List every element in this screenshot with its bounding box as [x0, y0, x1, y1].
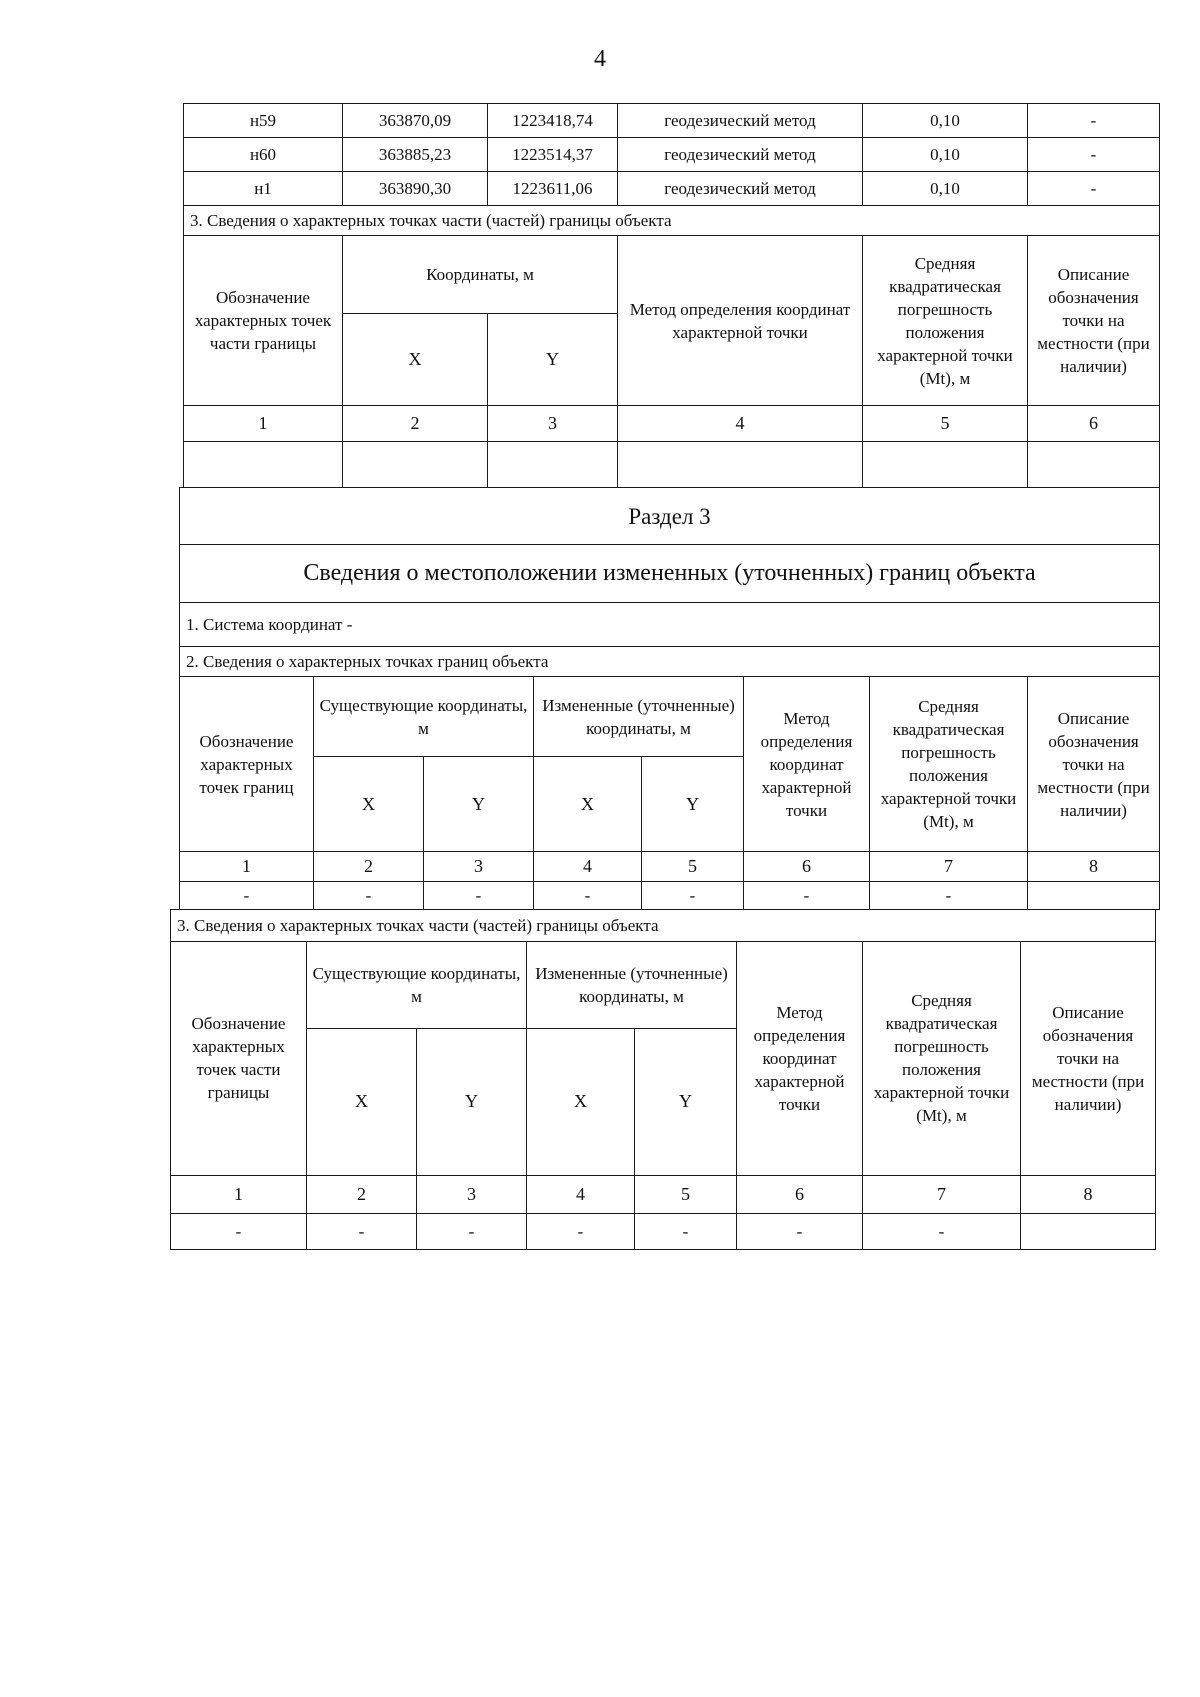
y-changed-cell: - — [642, 882, 744, 910]
x-changed-cell: - — [534, 882, 642, 910]
column-number: 5 — [863, 406, 1028, 442]
section-title: Раздел 3 — [180, 488, 1160, 545]
section-subtitle: Сведения о местоположении измененных (уточненных) границ объекта — [180, 545, 1160, 603]
header-desc: Описание обозначения точки на местности (при наличии) — [1028, 677, 1160, 852]
y-existing-cell: - — [424, 882, 534, 910]
header-point: Обозначение характерных точек части границы — [171, 941, 307, 1175]
header-changed-coords: Измененные (уточненные) координаты, м — [527, 941, 737, 1028]
header-existing-coords: Существующие координаты, м — [314, 677, 534, 757]
header-x-changed: X — [534, 757, 642, 852]
table-row — [184, 172, 1160, 206]
header-y-changed: Y — [635, 1028, 737, 1175]
x-changed-cell: - — [527, 1213, 635, 1249]
header-method: Метод определения координат характерной точки — [744, 677, 870, 852]
header-desc: Описание обозначения точки на местности (при наличии) — [1021, 941, 1156, 1175]
column-number: 7 — [870, 852, 1028, 882]
changed-part-boundaries-block — [170, 909, 1155, 1250]
column-number: 6 — [737, 1175, 863, 1213]
coordinate-system: 1. Система координат - — [180, 603, 1160, 647]
changed-boundaries-block — [179, 487, 1159, 909]
empty-row — [184, 442, 1160, 488]
column-number: 3 — [424, 852, 534, 882]
column-numbers-row — [180, 852, 1160, 882]
column-number: 6 — [744, 852, 870, 882]
x-existing-cell: - — [314, 882, 424, 910]
method-cell: геодезический метод — [618, 138, 863, 172]
column-number: 2 — [307, 1175, 417, 1213]
x-existing-cell: - — [307, 1213, 417, 1249]
header-y-existing: Y — [417, 1028, 527, 1175]
header-mt: Средняя квадратическая погрешность положения характерной точки (Mt), м — [863, 941, 1021, 1175]
method-cell: - — [744, 882, 870, 910]
column-number: 4 — [618, 406, 863, 442]
table-row — [184, 138, 1160, 172]
table-caption: 3. Сведения о характерных точках части (частей) границы объекта — [184, 206, 1160, 236]
x-cell: 363870,09 — [343, 104, 488, 138]
method-cell: геодезический метод — [618, 172, 863, 206]
y-cell: 1223418,74 — [488, 104, 618, 138]
part-boundary-points-table — [183, 103, 1160, 488]
column-number: 2 — [314, 852, 424, 882]
mt-cell: 0,10 — [863, 104, 1028, 138]
column-number: 6 — [1028, 406, 1160, 442]
point-cell: - — [171, 1213, 307, 1249]
header-changed-coords: Измененные (уточненные) координаты, м — [534, 677, 744, 757]
column-number: 2 — [343, 406, 488, 442]
column-number: 1 — [184, 406, 343, 442]
header-x-changed: X — [527, 1028, 635, 1175]
mt-cell: 0,10 — [863, 138, 1028, 172]
column-number: 3 — [417, 1175, 527, 1213]
header-point: Обозначение характерных точек части границы — [184, 236, 343, 406]
page-number: 4 — [594, 46, 606, 72]
column-number: 8 — [1021, 1175, 1156, 1213]
method-cell: - — [737, 1213, 863, 1249]
table-caption: 3. Сведения о характерных точках части (частей) границы объекта — [171, 910, 1156, 942]
header-x-existing: X — [307, 1028, 417, 1175]
column-number: 8 — [1028, 852, 1160, 882]
point-cell: н60 — [184, 138, 343, 172]
table-row — [180, 882, 1160, 910]
mt-cell: 0,10 — [863, 172, 1028, 206]
header-y-changed: Y — [642, 757, 744, 852]
column-numbers-row — [184, 406, 1160, 442]
column-number: 4 — [534, 852, 642, 882]
y-existing-cell: - — [417, 1213, 527, 1249]
column-number: 1 — [180, 852, 314, 882]
y-changed-cell: - — [635, 1213, 737, 1249]
column-number: 7 — [863, 1175, 1021, 1213]
desc-cell: - — [1028, 104, 1160, 138]
header-existing-coords: Существующие координаты, м — [307, 941, 527, 1028]
header-method: Метод определения координат характерной точки — [618, 236, 863, 406]
desc-cell — [1028, 882, 1160, 910]
table-row — [184, 104, 1160, 138]
header-coords: Координаты, м — [343, 236, 618, 314]
header-point: Обозначение характерных точек границ — [180, 677, 314, 852]
header-mt: Средняя квадратическая погрешность положения характерной точки (Mt), м — [863, 236, 1028, 406]
header-x-existing: X — [314, 757, 424, 852]
desc-cell: - — [1028, 172, 1160, 206]
column-numbers-row — [171, 1175, 1156, 1213]
part-boundary-points-block — [183, 103, 1159, 487]
column-number: 1 — [171, 1175, 307, 1213]
point-cell: н59 — [184, 104, 343, 138]
desc-cell — [1021, 1213, 1156, 1249]
column-number: 5 — [635, 1175, 737, 1213]
header-method: Метод определения координат характерной точки — [737, 941, 863, 1175]
header-x: X — [343, 314, 488, 406]
point-cell: - — [180, 882, 314, 910]
method-cell: геодезический метод — [618, 104, 863, 138]
changed-part-boundary-points-table — [170, 909, 1156, 1250]
y-cell: 1223611,06 — [488, 172, 618, 206]
mt-cell: - — [870, 882, 1028, 910]
table-row — [171, 1213, 1156, 1249]
x-cell: 363890,30 — [343, 172, 488, 206]
mt-cell: - — [863, 1213, 1021, 1249]
table-caption: 2. Сведения о характерных точках границ объекта — [180, 647, 1160, 677]
header-y: Y — [488, 314, 618, 406]
point-cell: н1 — [184, 172, 343, 206]
header-mt: Средняя квадратическая погрешность положения характерной точки (Mt), м — [870, 677, 1028, 852]
boundary-points-table — [179, 487, 1160, 910]
column-number: 5 — [642, 852, 744, 882]
desc-cell: - — [1028, 138, 1160, 172]
x-cell: 363885,23 — [343, 138, 488, 172]
header-desc: Описание обозначения точки на местности (при наличии) — [1028, 236, 1160, 406]
column-number: 4 — [527, 1175, 635, 1213]
column-number: 3 — [488, 406, 618, 442]
y-cell: 1223514,37 — [488, 138, 618, 172]
header-y-existing: Y — [424, 757, 534, 852]
